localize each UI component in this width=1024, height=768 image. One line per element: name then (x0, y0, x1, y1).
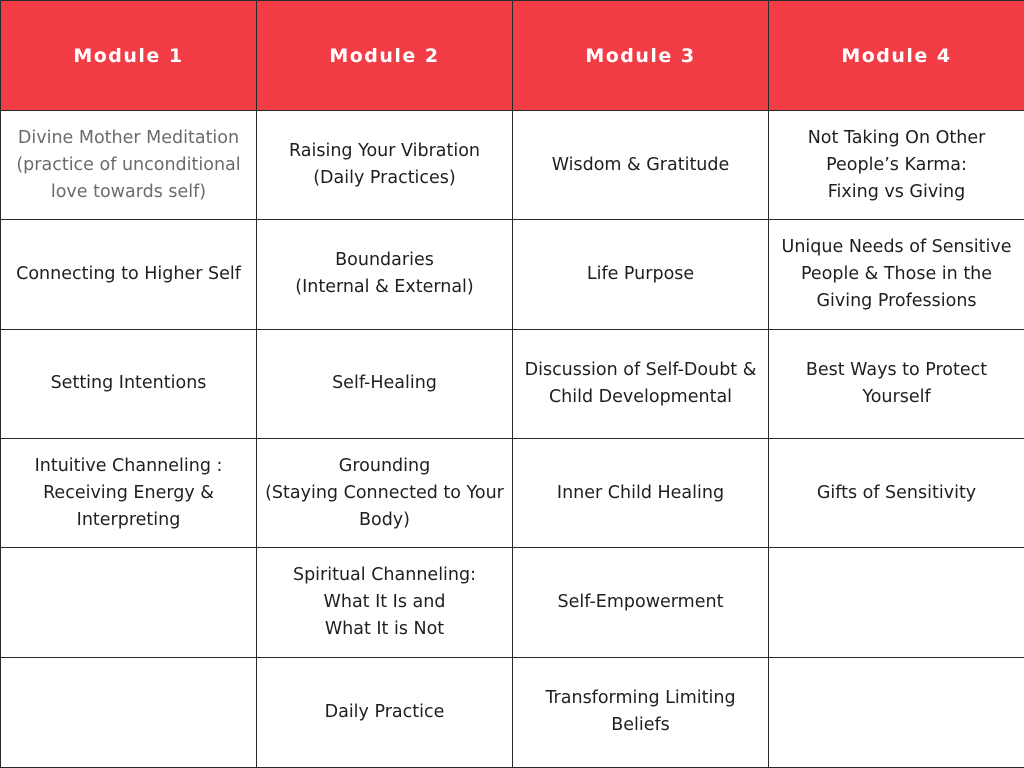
table-cell: Life Purpose (513, 220, 769, 329)
table-cell: Setting Intentions (1, 329, 257, 438)
column-header-module-3: Module 3 (513, 1, 769, 111)
table-cell-empty (1, 657, 257, 767)
table-cell-empty (769, 548, 1024, 657)
header-row (1, 1, 1024, 111)
table-cell: Daily Practice (257, 657, 513, 767)
table-cell: Self-Healing (257, 329, 513, 438)
table-row (1, 548, 1024, 657)
table-cell: Discussion of Self-Doubt & Child Developmental (513, 329, 769, 438)
table-cell-empty (1, 548, 257, 657)
column-header-module-4: Module 4 (769, 1, 1024, 111)
table-cell: Divine Mother Meditation (practice of unconditional love towards self) (1, 111, 257, 220)
table-cell: Inner Child Healing (513, 438, 769, 547)
table-cell: Unique Needs of Sensitive People & Those in the Giving Professions (769, 220, 1024, 329)
table-row (1, 438, 1024, 547)
column-header-module-1: Module 1 (1, 1, 257, 111)
table-cell: Raising Your Vibration (Daily Practices) (257, 111, 513, 220)
table-row (1, 220, 1024, 329)
table-row (1, 329, 1024, 438)
table-cell: Wisdom & Gratitude (513, 111, 769, 220)
table-row (1, 657, 1024, 767)
table-cell: Spiritual Channeling: What It Is and What It is Not (257, 548, 513, 657)
table-cell: Connecting to Higher Self (1, 220, 257, 329)
table-cell: Transforming Limiting Beliefs (513, 657, 769, 767)
table-cell: Not Taking On Other People’s Karma: Fixing vs Giving (769, 111, 1024, 220)
table-cell: Grounding (Staying Connected to Your Body) (257, 438, 513, 547)
table-cell: Gifts of Sensitivity (769, 438, 1024, 547)
table-row (1, 111, 1024, 220)
table-cell: Intuitive Channeling : Receiving Energy & Interpreting (1, 438, 257, 547)
table-cell-empty (769, 657, 1024, 767)
table-cell: Best Ways to Protect Yourself (769, 329, 1024, 438)
table-cell: Self-Empowerment (513, 548, 769, 657)
table-cell: Boundaries (Internal & External) (257, 220, 513, 329)
column-header-module-2: Module 2 (257, 1, 513, 111)
